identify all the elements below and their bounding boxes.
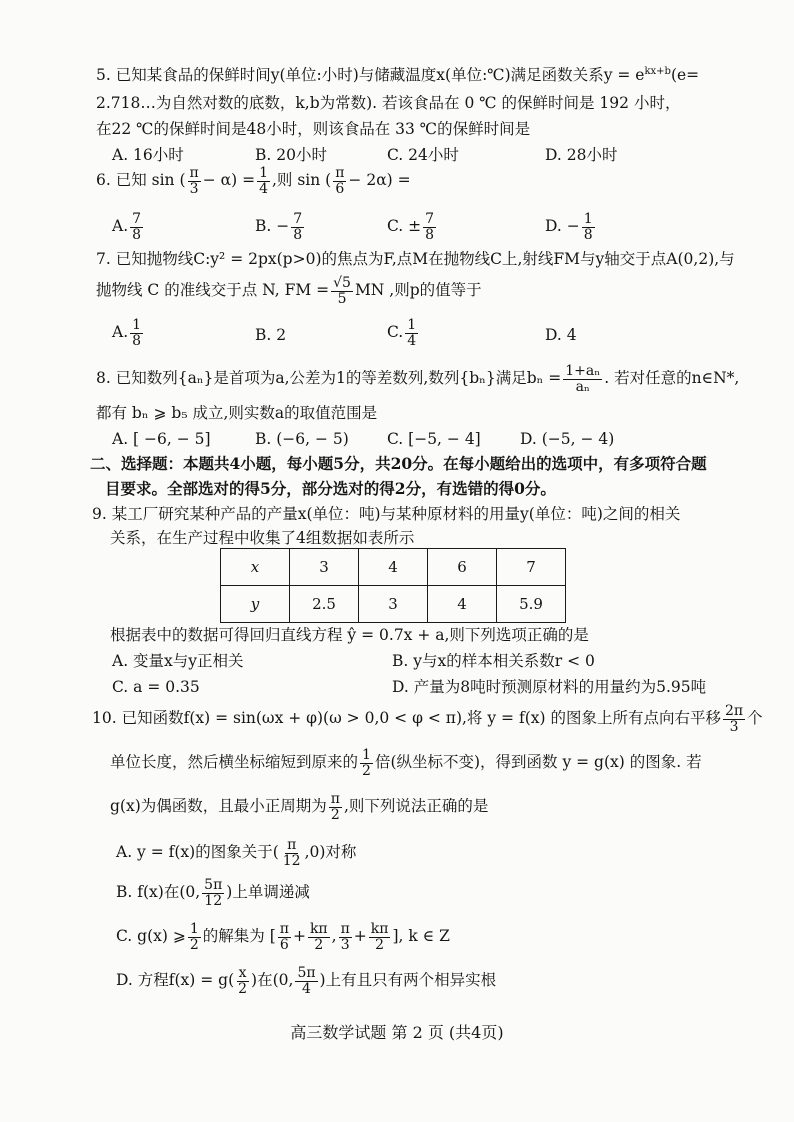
q6-b-den: 8 xyxy=(293,226,303,243)
q7-frac-den: 5 xyxy=(337,290,347,307)
q7-a-num: 1 xyxy=(132,317,142,333)
q7-line2 xyxy=(96,276,482,306)
q10-c-mid-2: + xyxy=(292,927,306,946)
q6-d-num: 1 xyxy=(583,211,593,227)
table-cell: x xyxy=(221,549,290,586)
q6-frac-1-den: 3 xyxy=(189,180,199,197)
q10-option-b xyxy=(116,878,310,908)
q6-b-label: B. − xyxy=(255,217,290,236)
q10-frac-scale xyxy=(360,748,373,778)
q7-frac-num: √5 xyxy=(333,275,351,291)
q10-d-num-1: x xyxy=(238,965,247,981)
table-cell: 7 xyxy=(497,549,566,586)
q9-option-a: A. 变量x与y正相关 xyxy=(112,652,244,670)
page-footer: 高三数学试题 第 2 页 (共4页) xyxy=(290,1023,504,1042)
q6-frac-3-den: 6 xyxy=(335,180,345,197)
q6-option-c xyxy=(387,212,438,242)
q5-option-d: D. 28小时 xyxy=(545,146,618,164)
q10-frac-scale-num: 1 xyxy=(362,747,371,763)
q8-text-post: . 若对任意的n∈N*, xyxy=(604,369,740,388)
q10-c-num-4: π xyxy=(340,921,350,937)
q10-c-num-1: 1 xyxy=(189,921,199,937)
q5-exponent: kx+b xyxy=(644,66,671,77)
q10-frac-period-num: π xyxy=(330,791,340,807)
q10-c-den-1: 2 xyxy=(189,936,199,953)
q7-a-frac xyxy=(130,318,143,348)
q9-line1: 9. 某工厂研究某种产品的产量x(单位：吨)与某种原材料的用量y(单位：吨)之间的相关 xyxy=(92,505,681,523)
q8-text-pre: 8. 已知数列{aₙ}是首项为a,公差为1的等差数列,数列{bₙ}满足bₙ = xyxy=(96,369,562,388)
q7-line1: 7. 已知抛物线C:y² = 2px(p>0)的焦点为F,点M在抛物线C上,射线FM与y轴交于点A(0,2),与 xyxy=(96,250,735,268)
q6-option-d xyxy=(545,212,597,242)
q7-text-pre: 抛物线 C 的准线交于点 N, FM = xyxy=(96,281,330,300)
table-cell: y xyxy=(221,586,290,623)
q10-text-1-post: 个 xyxy=(747,709,763,728)
q6-frac-2-num: 1 xyxy=(259,165,268,181)
q10-c-frac-2 xyxy=(278,922,291,952)
q10-a-num: π xyxy=(287,837,297,853)
q5-text-1-end: (e= xyxy=(670,66,700,85)
q10-c-post: ], k ∈ Z xyxy=(392,927,450,946)
q10-b-post: )上单调递减 xyxy=(226,883,310,902)
q5-option-b: B. 20小时 xyxy=(255,146,327,164)
q7-a-den: 8 xyxy=(132,332,142,349)
q10-frac-scale-den: 2 xyxy=(362,762,371,779)
q10-option-c xyxy=(116,922,450,952)
q7-option-d: D. 4 xyxy=(545,326,577,344)
q8-option-d: D. (−5, − 4) xyxy=(520,430,615,448)
q10-d-den-1: 2 xyxy=(238,980,248,997)
q10-line3 xyxy=(110,792,488,822)
q6-a-frac xyxy=(130,212,143,242)
q9-option-b: B. y与x的样本相关系数r < 0 xyxy=(392,652,595,670)
q10-d-num-2: 5π xyxy=(297,965,316,981)
q7-c-frac xyxy=(405,318,418,348)
q10-c-num-3: kπ xyxy=(309,921,328,937)
q10-d-frac-1 xyxy=(236,966,249,996)
q8-line1 xyxy=(96,364,739,394)
q6-text-post: ,则 sin ( xyxy=(271,171,332,190)
section-2-header-line2: 目要求。全部选对的得5分，部分选对的得2分，有选错的得0分。 xyxy=(105,479,556,498)
q7-frac xyxy=(331,276,353,306)
q6-frac-1-num: π xyxy=(189,165,199,181)
q6-b-num: 7 xyxy=(293,211,303,227)
q10-c-num-2: π xyxy=(279,921,289,937)
table-cell: 3 xyxy=(359,586,428,623)
q5-option-a: A. 16小时 xyxy=(112,146,184,164)
q6-text-pre: 6. 已知 sin ( xyxy=(96,171,186,190)
table-cell: 6 xyxy=(428,549,497,586)
q10-c-den-3: 2 xyxy=(314,936,324,953)
q10-c-frac-1 xyxy=(188,922,201,952)
q6-text-end: − 2α) = xyxy=(348,171,411,190)
q6-a-label: A. xyxy=(112,217,129,236)
q10-d-post: )上有且只有两个相异实根 xyxy=(319,971,497,990)
q10-a-post: ,0)对称 xyxy=(304,843,357,862)
q10-c-den-4: 3 xyxy=(340,936,350,953)
table-row xyxy=(221,549,566,586)
q10-b-den: 12 xyxy=(204,892,223,909)
q10-text-2-pre: 单位长度，然后横坐标缩短到原来的 xyxy=(110,753,359,772)
q10-b-frac xyxy=(202,878,224,908)
table-cell: 2.5 xyxy=(290,586,359,623)
q8-option-c: C. [−5, − 4] xyxy=(387,430,481,448)
q7-text-post: MN ,则p的值等于 xyxy=(354,281,482,300)
q6-frac-3-num: π xyxy=(335,165,345,181)
q10-frac-period xyxy=(329,792,342,822)
q10-b-num: 5π xyxy=(204,877,223,893)
q10-frac-shift-num: 2π xyxy=(724,703,744,719)
q6-text-mid: − α) = xyxy=(202,171,256,190)
q8-frac-num: 1+aₙ xyxy=(565,363,601,379)
q7-c-num: 1 xyxy=(407,317,417,333)
q10-c-mid-4: + xyxy=(353,927,367,946)
q6-c-label: C. ± xyxy=(387,217,422,236)
table-cell: 5.9 xyxy=(497,586,566,623)
q6-a-num: 7 xyxy=(132,211,142,227)
q5-line1 xyxy=(96,66,699,85)
q7-c-den: 4 xyxy=(407,332,417,349)
q5-line2: 2.718…为自然对数的底数，k,b为常数). 若该食品在 0 ℃ 的保鲜时间是 192 小时， xyxy=(96,94,681,112)
q10-c-den-5: 2 xyxy=(375,936,385,953)
q10-option-d xyxy=(116,966,496,996)
table-cell: 4 xyxy=(428,586,497,623)
q7-c-label: C. xyxy=(387,323,404,342)
q6-frac-2-den: 4 xyxy=(259,180,268,197)
q7-a-label: A. xyxy=(112,323,129,342)
q10-a-den: 12 xyxy=(282,852,301,869)
q10-a-pre: A. y = f(x)的图象关于( xyxy=(116,843,279,862)
q10-c-den-2: 6 xyxy=(279,936,289,953)
q10-frac-shift-den: 3 xyxy=(729,718,739,735)
q9-line3: 根据表中的数据可得回归直线方程 ŷ = 0.7x + a,则下列选项正确的是 xyxy=(110,626,589,644)
table-row xyxy=(221,586,566,623)
q10-line2 xyxy=(110,748,702,778)
q8-frac-den: aₙ xyxy=(575,378,590,395)
q6-frac-1 xyxy=(188,166,201,196)
q6-frac-3 xyxy=(333,166,346,196)
q10-c-mid-1: 的解集为 [ xyxy=(202,927,276,946)
q5-text-1: 5. 已知某食品的保鲜时间y(单位:小时)与储藏温度x(单位:℃)满足函数关系y = e xyxy=(96,66,645,85)
q10-b-pre: B. f(x)在(0, xyxy=(116,883,201,902)
q6-frac-2 xyxy=(257,166,270,196)
q10-c-frac-3 xyxy=(308,922,330,952)
q6-c-den: 8 xyxy=(425,226,435,243)
q6-b-frac xyxy=(291,212,304,242)
q8-frac xyxy=(563,364,602,394)
q10-d-pre: D. 方程f(x) = g( xyxy=(116,971,235,990)
q6-c-frac xyxy=(423,212,436,242)
q7-option-a xyxy=(112,318,145,348)
q10-text-2-post: 倍(纵坐标不变)，得到函数 y = g(x) 的图象. 若 xyxy=(374,753,702,772)
q6-d-frac xyxy=(582,212,595,242)
q8-option-a: A. [ −6, − 5] xyxy=(112,430,211,448)
q10-c-num-5: kπ xyxy=(370,921,389,937)
q9-line2: 关系，在生产过程中收集了4组数据如表所示 xyxy=(110,529,415,547)
q10-option-a xyxy=(116,838,356,868)
q10-d-frac-2 xyxy=(295,966,317,996)
q5-option-c: C. 24小时 xyxy=(387,146,459,164)
table-cell: 4 xyxy=(359,549,428,586)
q10-frac-period-den: 2 xyxy=(330,806,340,823)
q6-d-den: 8 xyxy=(583,226,593,243)
q7-option-b: B. 2 xyxy=(255,326,287,344)
q10-text-3-pre: g(x)为偶函数，且最小正周期为 xyxy=(110,797,327,816)
q6-d-label: D. − xyxy=(545,217,580,236)
q9-option-c: C. a = 0.35 xyxy=(112,678,200,696)
q8-option-b: B. (−6, − 5) xyxy=(255,430,349,448)
q10-text-3-post: ,则下列说法正确的是 xyxy=(343,797,489,816)
table-cell: 3 xyxy=(290,549,359,586)
section-2-header-line1: 二、选择题：本题共4小题，每小题5分，共20分。在每小题给出的选项中，有多项符合题 xyxy=(90,454,707,473)
q10-c-frac-5 xyxy=(369,922,391,952)
q10-d-mid: )在(0, xyxy=(251,971,294,990)
q10-frac-shift xyxy=(723,704,745,734)
q5-line3: 在22 ℃的保鲜时间是48小时，则该食品在 33 ℃的保鲜时间是 xyxy=(96,120,531,138)
q10-c-mid-3: , xyxy=(331,927,337,946)
q10-c-pre: C. g(x) ⩾ xyxy=(116,927,186,946)
q6-option-a xyxy=(112,212,145,242)
q6-a-den: 8 xyxy=(132,226,142,243)
q9-data-table xyxy=(220,548,566,623)
q10-line1 xyxy=(92,704,763,734)
q7-option-c xyxy=(387,318,420,348)
q6-c-num: 7 xyxy=(425,211,435,227)
q10-text-1-pre: 10. 已知函数f(x) = sin(ωx + φ)(ω > 0,0 < φ < π),将 y = f(x) 的图象上所有点向右平移 xyxy=(92,709,721,728)
q10-a-frac xyxy=(281,838,303,868)
q8-line2: 都有 bₙ ⩾ b₅ 成立,则实数a的取值范围是 xyxy=(96,404,378,422)
q9-option-d: D. 产量为8吨时预测原材料的用量约为5.95吨 xyxy=(392,678,707,696)
q10-c-frac-4 xyxy=(339,922,352,952)
q10-d-den-2: 4 xyxy=(302,980,311,997)
q6-stem xyxy=(96,166,411,196)
q6-option-b xyxy=(255,212,306,242)
